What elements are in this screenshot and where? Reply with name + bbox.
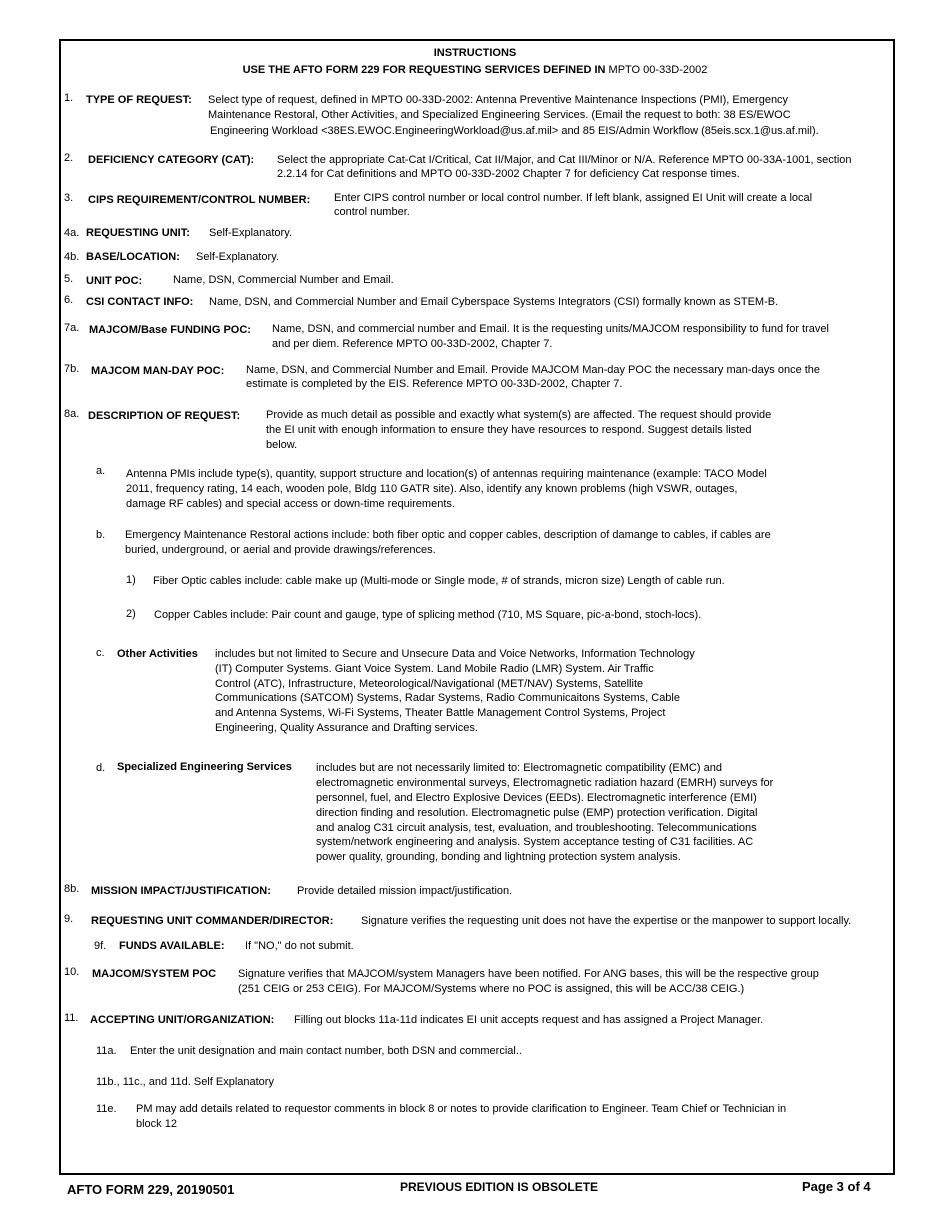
subitem-text: Emergency Maintenance Restoral actions include: both fiber optic and copper cables, description of damange to cables, if cables are: [125, 529, 771, 541]
item-text: 11b., 11c., and 11d. Self Explanatory: [96, 1076, 274, 1088]
subitem-text: electromagnetic environmental surveys, Electromagnetic radiation hazard (EMRH) surveys for: [316, 777, 774, 789]
item-text: Name, DSN, and Commercial Number and Email. Provide MAJCOM Man-day POC the necessary man-days once the: [246, 364, 821, 376]
item-number: 8b.: [64, 883, 80, 895]
subitem-text: direction finding and resolution. Electromagnetic pulse (EMP) protection verification. Digital: [316, 807, 758, 819]
item-label: CIPS REQUIREMENT/CONTROL NUMBER:: [88, 194, 311, 206]
item-label: DESCRIPTION OF REQUEST:: [88, 410, 241, 422]
subitem-letter: b.: [96, 529, 106, 541]
item-label: BASE/LOCATION:: [86, 251, 180, 263]
instructions-subtitle: [0, 63, 950, 78]
subitem-text: system/network engineering and analysis. System acceptance testing of C31 facilities. AC: [316, 836, 754, 848]
item-text: control number.: [334, 206, 410, 218]
item-text: Engineering Workload <38ES.EWOC.EngineeringWorkload@us.af.mil> and 85 EIS/Admin Workflow (85eis.scx.1@us.af.mil).: [210, 125, 819, 137]
item-label: MISSION IMPACT/JUSTIFICATION:: [91, 885, 271, 897]
form-id: AFTO FORM 229, 20190501: [67, 1182, 235, 1197]
item-text: Select the appropriate Cat-Cat I/Critical, Cat II/Major, and Cat III/Minor or N/A. Reference MPTO 00-33A-1001, section: [277, 154, 852, 166]
subitem-text: Fiber Optic cables include: cable make up (Multi-mode or Single mode, # of strands, micron size) Length of cable run.: [153, 575, 725, 587]
item-label: TYPE OF REQUEST:: [86, 94, 192, 106]
subitem-text: and Antenna Systems, Wi-Fi Systems, Theater Battle Management Control Systems, Project: [215, 707, 666, 719]
item-text: 2.2.14 for Cat definitions and MPTO 00-33D-2002 Chapter 7 for deficiency Cat response times.: [277, 168, 740, 180]
item-label: MAJCOM MAN-DAY POC:: [91, 365, 225, 377]
item-text: Self-Explanatory.: [209, 227, 292, 239]
subitem-number: 2): [126, 608, 136, 620]
item-text: Provide detailed mission impact/justification.: [297, 885, 513, 897]
item-text: below.: [266, 439, 298, 451]
item-text: Signature verifies the requesting unit does not have the expertise or the manpower to support locally.: [361, 915, 852, 927]
item-number: 7a.: [64, 322, 80, 334]
item-text: Filling out blocks 11a-11d indicates EI unit accepts request and has assigned a Project Manager.: [294, 1014, 764, 1026]
item-text: Name, DSN, and commercial number and Email. It is the requesting units/MAJCOM responsibility to fund for travel: [272, 323, 829, 335]
subitem-text: Communications (SATCOM) Systems, Radar Systems, Radio Communicaitons Systems, Cable: [215, 692, 680, 704]
item-label: UNIT POC:: [86, 275, 143, 287]
item-label: MAJCOM/SYSTEM POC: [92, 968, 217, 980]
item-text: (251 CEIG or 253 CEIG). For MAJCOM/Systems where no POC is assigned, this will be ACC/38 CEIG.): [238, 983, 745, 995]
item-label: MAJCOM/Base FUNDING POC:: [89, 324, 251, 336]
item-label: FUNDS AVAILABLE:: [119, 940, 225, 952]
subitem-text: buried, underground, or aerial and provide drawings/references.: [125, 544, 436, 556]
item-text: PM may add details related to requestor comments in block 8 or notes to provide clarification to Engineer. Team Chief or Technician in: [136, 1103, 787, 1115]
subitem-text: includes but not limited to Secure and Unsecure Data and Voice Networks, Information Technology: [215, 648, 695, 660]
item-number: 3.: [64, 192, 74, 204]
subitem-label: Specialized Engineering Services: [117, 761, 292, 773]
item-label: REQUESTING UNIT:: [86, 227, 190, 239]
subtitle-bold: USE THE AFTO FORM 229 FOR REQUESTING SERVICES DEFINED IN: [242, 64, 606, 76]
item-text: If "NO," do not submit.: [245, 940, 354, 952]
item-text: Self-Explanatory.: [196, 251, 279, 263]
item-text: Signature verifies that MAJCOM/system Managers have been notified. For ANG bases, this will be the respective group: [238, 968, 819, 980]
item-number: 11e.: [96, 1103, 117, 1115]
subitem-label: Other Activities: [117, 648, 198, 660]
subitem-text: personnel, fuel, and Electro Explosive Devices (EEDs). Electromagnetic interference (EMI): [316, 792, 757, 804]
item-number: 7b.: [64, 363, 80, 375]
item-number: 11a.: [96, 1045, 117, 1057]
item-number: 9.: [64, 913, 74, 925]
item-text: Maintenance Restoral, Other Activities, and Specialized Engineering Services. (Email the request to both: 38 ES/EWOC: [208, 109, 791, 121]
item-number: 2.: [64, 152, 74, 164]
item-text: and per diem. Reference MPTO 00-33D-2002, Chapter 7.: [272, 338, 553, 350]
subitem-letter: a.: [96, 465, 106, 477]
subitem-text: 2011, frequency rating, 14 each, wooden pole, Bldg 110 GATR site). Also, identify any known problems (high VSWR, outages,: [126, 483, 738, 495]
subitem-text: Antenna PMIs include type(s), quantity, support structure and location(s) of antennas requiring maintenance (example: TACO Model: [126, 468, 767, 480]
item-label: ACCEPTING UNIT/ORGANIZATION:: [90, 1014, 275, 1026]
subitem-text: (IT) Computer Systems. Giant Voice System. Land Mobile Radio (LMR) System. Air Traffic: [215, 663, 654, 675]
subitem-letter: c.: [96, 647, 105, 659]
item-text: Select type of request, defined in MPTO 00-33D-2002: Antenna Preventive Maintenance Inspections (PMI), Emergency: [208, 94, 789, 106]
item-number: 10.: [64, 966, 80, 978]
item-text: the EI unit with enough information to ensure they have resources to respond. Suggest details listed: [266, 424, 752, 436]
subitem-text: Control (ATC), Infrastructure, Meteorological/Navigational (MET/NAV) Systems, Satellite: [215, 678, 644, 690]
page-number: Page 3 of 4: [802, 1179, 871, 1194]
subitem-text: includes but are not necessarily limited to: Electromagnetic compatibility (EMC) and: [316, 762, 722, 774]
subitem-text: power quality, grounding, bonding and lightning protection system analysis.: [316, 851, 681, 863]
item-text: Enter the unit designation and main contact number, both DSN and commercial..: [130, 1045, 522, 1057]
subitem-text: Copper Cables include: Pair count and gauge, type of splicing method (710, MS Square, pic-a-bond, stoch-locs).: [154, 609, 702, 621]
item-number: 11.: [64, 1012, 79, 1024]
item-label: REQUESTING UNIT COMMANDER/DIRECTOR:: [91, 915, 334, 927]
subitem-text: and analog C31 circuit analysis, test, evaluation, and troubleshooting. Telecommunications: [316, 822, 757, 834]
item-number: 5.: [64, 273, 74, 285]
instructions-title: INSTRUCTIONS: [433, 47, 517, 59]
item-text: block 12: [136, 1118, 177, 1130]
subitem-letter: d.: [96, 762, 106, 774]
form-border: [59, 39, 895, 1175]
item-number: 9f.: [94, 940, 107, 952]
subitem-number: 1): [126, 574, 136, 586]
item-text: Name, DSN, Commercial Number and Email.: [173, 274, 394, 286]
item-number: 4a.: [64, 227, 80, 239]
item-text: Provide as much detail as possible and exactly what system(s) are affected. The request should provide: [266, 409, 772, 421]
item-text: estimate is completed by the EIS. Reference MPTO 00-33D-2002, Chapter 7.: [246, 378, 623, 390]
subitem-text: damage RF cables) and special access or down-time requirements.: [126, 498, 455, 510]
subitem-text: Engineering, Quality Assurance and Drafting services.: [215, 722, 478, 734]
item-number: 8a.: [64, 408, 80, 420]
item-label: DEFICIENCY CATEGORY (CAT):: [88, 154, 255, 166]
item-text: Enter CIPS control number or local control number. If left blank, assigned EI Unit will create a local: [334, 192, 813, 204]
item-number: 4b.: [64, 251, 80, 263]
item-number: 6.: [64, 294, 74, 306]
item-number: 1.: [64, 92, 74, 104]
edition-note: PREVIOUS EDITION IS OBSOLETE: [400, 1180, 599, 1194]
subtitle-ref: MPTO 00-33D-2002: [608, 64, 708, 76]
item-label: CSI CONTACT INFO:: [86, 296, 194, 308]
item-text: Name, DSN, and Commercial Number and Email Cyberspace Systems Integrators (CSI) formally known as STEM-B.: [209, 296, 779, 308]
